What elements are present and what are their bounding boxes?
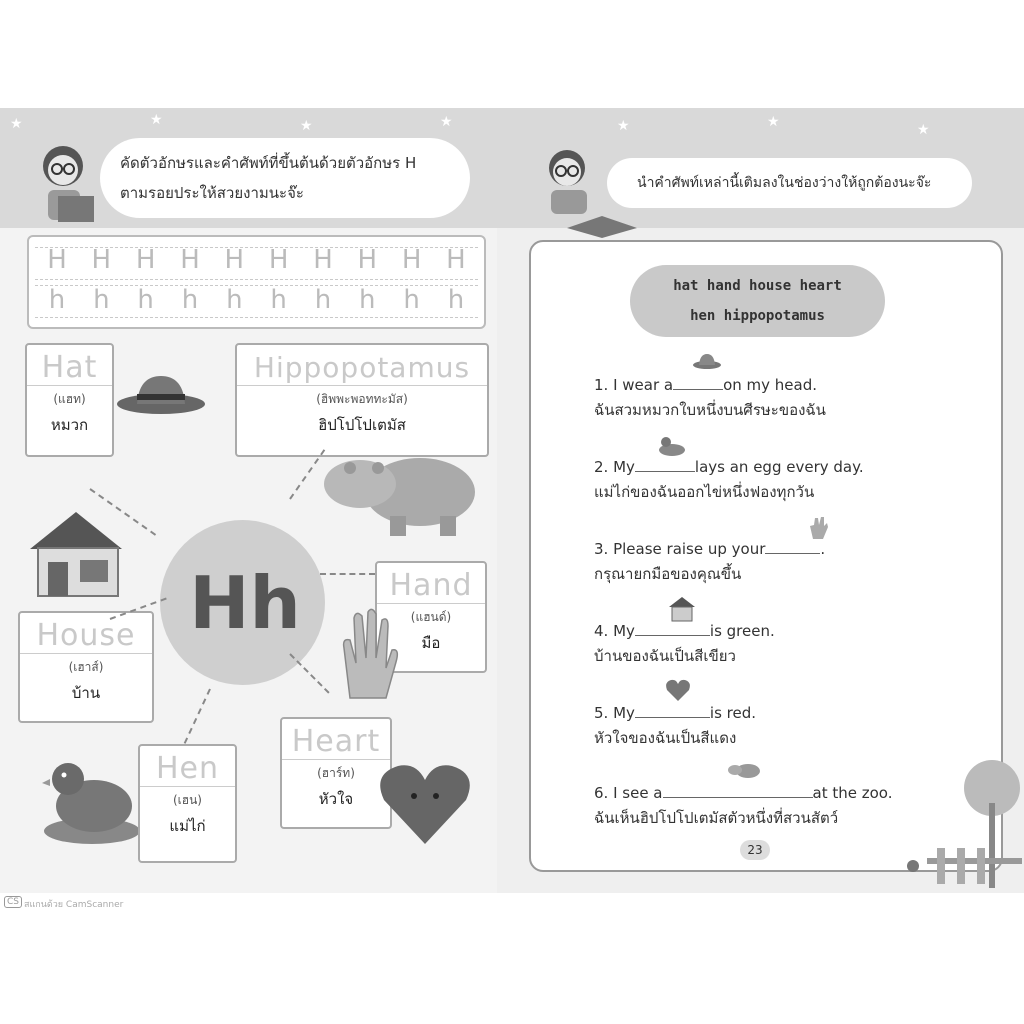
- word-bank: [630, 265, 885, 337]
- card-pronunciation: (เฮน): [173, 793, 202, 807]
- card-word: Hen: [140, 752, 235, 787]
- question-translation: แม่ไก่ของฉันออกไข่หนึ่งฟองทุกวัน: [594, 483, 815, 501]
- connector-line: [184, 689, 211, 744]
- question-6: [594, 782, 892, 832]
- trace-letter[interactable]: H: [313, 245, 333, 275]
- card-hippopotamus: [235, 343, 489, 457]
- left-page: [0, 108, 497, 893]
- star-icon: ★: [917, 122, 930, 138]
- question-text: is green.: [709, 622, 775, 640]
- word-bank-line1: hat hand house heart: [673, 278, 842, 294]
- star-icon: ★: [150, 112, 163, 128]
- question-translation: หัวใจของฉันเป็นสีแดง: [594, 729, 737, 747]
- question-4: [594, 620, 775, 670]
- card-pronunciation: (ฮาร์ท): [317, 766, 355, 780]
- answer-blank[interactable]: [635, 717, 710, 718]
- trace-letter[interactable]: h: [93, 285, 110, 315]
- card-heart: [280, 717, 392, 829]
- answer-blank[interactable]: [635, 471, 695, 472]
- card-meaning: หมวก: [50, 416, 89, 434]
- hen-icon: [38, 751, 146, 846]
- question-translation: ฉันเห็นฮิปโปโปเตมัสตัวหนึ่งที่สวนสัตว์: [594, 809, 839, 827]
- hat-icon: [115, 370, 207, 420]
- card-meaning: บ้าน: [71, 684, 101, 702]
- connector-line: [320, 573, 375, 575]
- trace-letter[interactable]: H: [180, 245, 200, 275]
- trace-letter[interactable]: h: [226, 285, 243, 315]
- trace-letter[interactable]: H: [47, 245, 67, 275]
- card-meaning: แม่ไก่: [169, 817, 206, 835]
- trace-letter[interactable]: H: [401, 245, 422, 275]
- hand-icon: [330, 608, 402, 700]
- star-icon: ★: [300, 118, 313, 134]
- question-text: is red.: [709, 704, 757, 722]
- answer-blank[interactable]: [673, 389, 723, 390]
- girl-reading-icon: [30, 138, 100, 233]
- trace-letter[interactable]: H: [135, 245, 156, 275]
- hat-hint-icon: [692, 352, 722, 370]
- question-3: [594, 538, 825, 588]
- page-number: 23: [740, 840, 770, 860]
- card-meaning: หัวใจ: [318, 790, 354, 808]
- watermark-text: สแกนด้วย CamScanner: [24, 900, 124, 910]
- answer-blank[interactable]: [663, 797, 813, 798]
- center-letters: Hh: [189, 561, 301, 645]
- trace-letter[interactable]: H: [268, 245, 289, 275]
- card-word: Hand: [377, 569, 485, 604]
- trace-letter[interactable]: H: [357, 245, 378, 275]
- card-house: [18, 611, 154, 723]
- hen-hint-icon: [657, 434, 687, 456]
- card-word: Hippopotamus: [237, 351, 487, 386]
- card-word: Hat: [27, 351, 112, 386]
- question-text: 2. My: [594, 458, 635, 476]
- trace-letter[interactable]: h: [314, 285, 332, 315]
- trace-row-uppercase: [35, 245, 478, 275]
- question-translation: บ้านของฉันเป็นสีเขียว: [594, 647, 736, 665]
- tree-and-fence-icon: [907, 748, 1022, 888]
- question-text: 4. My: [594, 622, 635, 640]
- star-icon: ★: [617, 118, 630, 134]
- right-page: [497, 108, 1024, 893]
- trace-letter[interactable]: H: [91, 245, 112, 275]
- trace-letter[interactable]: H: [224, 245, 245, 275]
- heart-icon: [378, 760, 473, 846]
- hand-hint-icon: [807, 514, 829, 540]
- card-pronunciation: (แฮท): [53, 392, 86, 406]
- question-text: at the zoo.: [812, 784, 893, 802]
- girl-lying-reading-icon: [537, 146, 637, 241]
- answer-blank[interactable]: [765, 553, 820, 554]
- question-translation: ฉันสวมหมวกใบหนึ่งบนศีรษะของฉัน: [594, 401, 826, 419]
- card-pronunciation: (เฮาส์): [68, 660, 104, 674]
- left-instruction-line1: คัดตัวอักษรและคำศัพท์ที่ขึ้นต้นด้วยตัวอักษร H: [120, 154, 417, 172]
- house-hint-icon: [667, 595, 697, 623]
- star-icon: ★: [10, 116, 23, 132]
- trace-letter[interactable]: h: [447, 285, 465, 315]
- heart-hint-icon: [665, 678, 691, 702]
- star-icon: ★: [440, 114, 453, 130]
- question-text: 3. Please raise up your: [594, 540, 766, 558]
- trace-letter[interactable]: h: [403, 285, 420, 315]
- card-meaning: มือ: [421, 634, 441, 652]
- card-word: House: [20, 619, 152, 654]
- trace-letter[interactable]: H: [446, 245, 466, 275]
- answer-blank[interactable]: [635, 635, 710, 636]
- card-pronunciation: (ฮิพพะพอททะมัส): [316, 392, 408, 406]
- star-icon: ★: [767, 114, 780, 130]
- card-hen: [138, 744, 237, 863]
- right-instruction: นำคำศัพท์เหล่านี้เติมลงในช่องว่างให้ถูกต้องนะจ๊ะ: [637, 175, 932, 191]
- trace-letter[interactable]: h: [137, 285, 154, 315]
- question-5: [594, 702, 756, 752]
- word-bank-line2: hen hippopotamus: [690, 308, 825, 324]
- trace-row-lowercase: [35, 285, 478, 315]
- card-hat: [25, 343, 114, 457]
- question-text: 1. I wear a: [594, 376, 674, 394]
- left-instruction-line2: ตามรอยประให้สวยงามนะจ๊ะ: [120, 184, 304, 202]
- camscanner-logo-icon: CS: [4, 896, 22, 908]
- card-word: Heart: [282, 725, 390, 760]
- trace-letter[interactable]: h: [181, 285, 199, 315]
- question-text: .: [820, 540, 826, 558]
- tracing-box: [27, 235, 486, 329]
- trace-letter[interactable]: h: [48, 285, 66, 315]
- trace-letter[interactable]: h: [359, 285, 376, 315]
- question-text: lays an egg every day.: [694, 458, 864, 476]
- house-icon: [20, 504, 132, 599]
- question-text: 6. I see a: [594, 784, 663, 802]
- trace-letter[interactable]: h: [270, 285, 287, 315]
- hippopotamus-hint-icon: [727, 760, 761, 780]
- question-2: [594, 456, 864, 506]
- scan-footer: [0, 893, 1024, 1024]
- card-meaning: ฮิปโปโปเตมัส: [318, 416, 406, 434]
- card-pronunciation: (แฮนด์): [410, 610, 452, 624]
- question-1: [594, 374, 826, 424]
- hippopotamus-icon: [320, 446, 480, 538]
- question-translation: กรุณายกมือของคุณขึ้น: [594, 565, 742, 583]
- question-text: 5. My: [594, 704, 635, 722]
- question-text: on my head.: [723, 376, 818, 394]
